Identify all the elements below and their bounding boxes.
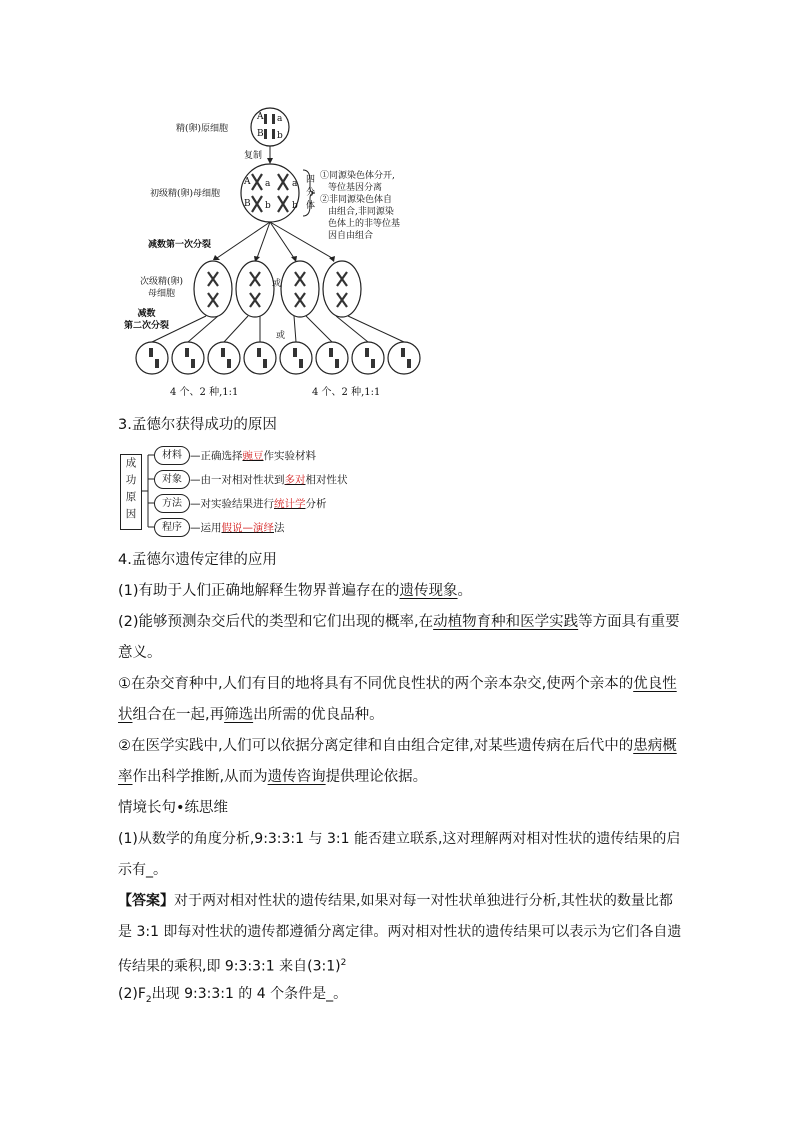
row-method-text xyxy=(190,496,327,511)
section4-point1 xyxy=(118,576,683,607)
row-method-pre: —对实验结果进行 xyxy=(190,498,274,510)
secondary-label-2: 母细胞 xyxy=(148,289,176,299)
p1-post: 。 xyxy=(457,583,473,599)
section4-point4 xyxy=(118,731,683,793)
p4-underline-1: 患病概率 xyxy=(118,738,677,785)
note-line-6: 因自由组合 xyxy=(328,231,374,241)
meiosis2-label-2: 第二次分裂 xyxy=(124,321,170,331)
note-line-4: 由组合,非同源染 xyxy=(328,207,394,217)
note-line-5: 色体上的非等位基 xyxy=(328,219,401,229)
p1-pre: (1)有助于人们正确地解释生物界普遍存在的 xyxy=(118,583,400,599)
p3-b: 组合在一起,再 xyxy=(132,707,225,723)
success-root-box xyxy=(120,454,142,530)
p2-pre: (2)能够预测杂交后代的类型和它们出现的概率,在 xyxy=(118,614,434,630)
success-reasons-map xyxy=(120,446,380,538)
result-left: 4 个、2 种,1:1 xyxy=(170,387,239,398)
primary-allele-A: A xyxy=(244,177,251,187)
practice-heading: 情境长句•练思维 xyxy=(118,800,229,816)
p3-underline-1: 优良性状 xyxy=(118,676,677,723)
note-line-3: ②非同源染色体自 xyxy=(320,195,393,205)
primary-allele-b2: b xyxy=(292,201,298,211)
segregation-notes xyxy=(320,170,400,242)
or-label-top: 或 xyxy=(272,279,282,289)
primary-allele-a2: a xyxy=(292,179,298,189)
tag-procedure: 程序 xyxy=(154,518,190,537)
section4-point3 xyxy=(118,669,683,731)
answer-tag: 【答案】 xyxy=(118,893,174,909)
allele-B: B xyxy=(257,129,264,139)
row-object-key: 多对 xyxy=(284,474,306,486)
row-material-post: 作实验材料 xyxy=(263,450,316,462)
meiosis-diagram xyxy=(120,100,440,400)
answer-text: 对于两对相对性状的遗传结果,如果对每一对性状单独进行分析,其性状的数量比都是 3:1 即每对性状的遗传都遵循分离定律。两对相对性状的遗传结果可以表示为它们各自遗传结果的乘积,即 9:3:3:1 来自(3:1) xyxy=(118,893,682,975)
row-material-text xyxy=(190,448,316,463)
root-char-3: 原 xyxy=(125,491,137,503)
tetrad-label-3: 体 xyxy=(306,201,316,211)
secondary-cell-label xyxy=(140,276,183,300)
row-method-post: 分析 xyxy=(305,498,327,510)
root-char-1: 成 xyxy=(125,457,137,469)
p1-underline: 遗传现象 xyxy=(399,583,458,599)
p4-c: 提供理论依据。 xyxy=(325,769,428,785)
section4-point2 xyxy=(118,607,683,669)
p3-c: 出所需的优良品种。 xyxy=(253,707,384,723)
row-object-pre: —由一对相对性状到 xyxy=(190,474,285,486)
note-line-1: ①同源染色体分开, xyxy=(320,171,395,181)
row-procedure-post: 法 xyxy=(274,522,285,534)
allele-A: A xyxy=(257,112,264,122)
secondary-label-1: 次级精(卵) xyxy=(140,277,184,287)
answer-superscript: 2 xyxy=(340,958,347,968)
q2-pre: (2)F xyxy=(118,986,146,1002)
section3-heading: 3.孟德尔获得成功的原因 xyxy=(118,417,277,433)
p4-a: ②在医学实践中,人们可以依据分离定律和自由组合定律,对某些遗传病在后代中的 xyxy=(118,738,634,754)
p2-post: 等方面具有重要意义。 xyxy=(118,614,680,661)
row-object-post: 相对性状 xyxy=(305,474,348,486)
meiosis2-label xyxy=(124,308,169,332)
q2-post: 出现 9:3:3:1 的 4 个条件是_。 xyxy=(151,986,348,1002)
q2-subscript: 2 xyxy=(145,994,152,1005)
row-procedure-text xyxy=(190,520,285,535)
p4-b: 作出科学推断,从而为 xyxy=(132,769,268,785)
replication-label: 复制 xyxy=(244,151,263,161)
spermatogonium-label: 精(卵)原细胞 xyxy=(176,124,229,134)
p2-underline: 动植物育种和医学实践 xyxy=(433,614,579,630)
primary-allele-B: B xyxy=(244,199,251,209)
row-procedure-key: 假说—演绎 xyxy=(221,522,274,534)
note-line-2: 等位基因分离 xyxy=(328,183,383,193)
row-object-text xyxy=(190,472,348,487)
p3-underline-2: 筛选 xyxy=(224,707,254,723)
practice-answer xyxy=(118,886,683,983)
practice-question-1: (1)从数学的角度分析,9:3:3:1 与 3:1 能否建立联系,这对理解两对相对性状的遗传结果的启示有_。 xyxy=(118,831,681,878)
row-procedure-pre: —运用 xyxy=(190,522,222,534)
or-label-bottom: 或 xyxy=(276,331,286,341)
section4-heading: 4.孟德尔遗传定律的应用 xyxy=(118,552,277,568)
practice-question-2 xyxy=(118,979,683,1016)
meiosis-diagram-graphic xyxy=(120,100,440,400)
row-method-key: 统计学 xyxy=(274,498,306,510)
tetrad-label-1: 四 xyxy=(306,175,316,185)
row-material-pre: —正确选择 xyxy=(190,450,243,462)
p3-a: ①在杂交育种中,人们有目的地将具有不同优良性状的两个亲本杂交,使两个亲本的 xyxy=(118,676,634,692)
tag-material: 材料 xyxy=(154,446,190,465)
row-material-key: 豌豆 xyxy=(242,450,264,462)
p4-underline-2: 遗传咨询 xyxy=(267,769,326,785)
allele-a: a xyxy=(277,114,283,124)
meiosis1-label: 减数第一次分裂 xyxy=(148,240,212,250)
tag-method: 方法 xyxy=(154,494,190,513)
meiosis2-label-1: 减数 xyxy=(137,309,156,319)
root-char-4: 因 xyxy=(125,508,137,520)
allele-b: b xyxy=(277,131,283,141)
root-char-2: 功 xyxy=(125,474,137,486)
result-right: 4 个、2 种,1:1 xyxy=(312,387,381,398)
primary-allele-b1: b xyxy=(265,201,271,211)
primary-allele-a1: a xyxy=(265,179,271,189)
primary-cell-label: 初级精(卵)母细胞 xyxy=(150,189,221,199)
tag-object: 对象 xyxy=(154,470,190,489)
tetrad-label-2: 分 xyxy=(306,188,316,198)
